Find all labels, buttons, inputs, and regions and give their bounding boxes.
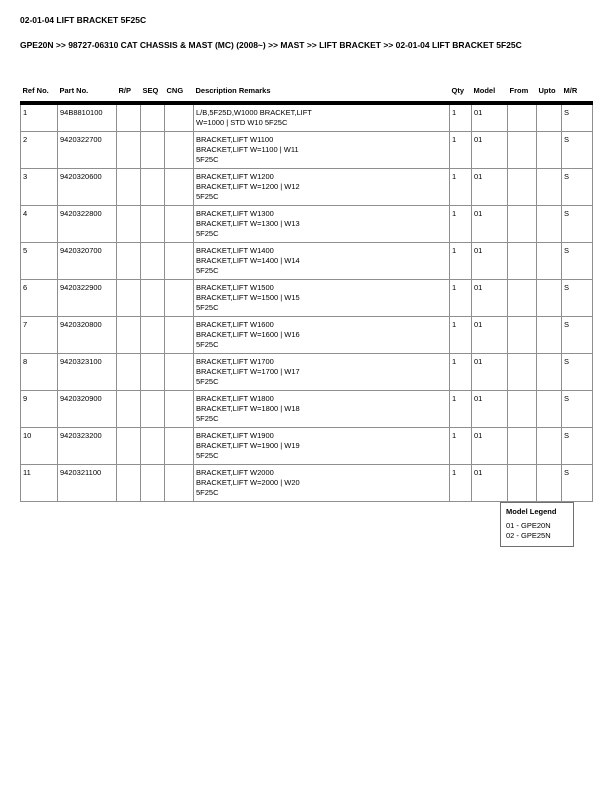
cell-from — [508, 391, 537, 428]
cell-description — [194, 465, 450, 502]
cell-from — [508, 354, 537, 391]
cell-qty: 1 — [450, 132, 472, 169]
header-row — [21, 84, 593, 103]
column-header-model: Model — [472, 84, 508, 103]
description-line: BRACKET,LIFT W2000 — [196, 468, 274, 477]
cell-upto — [537, 317, 562, 354]
description-line: BRACKET,LIFT W1600 — [196, 320, 274, 329]
cell-seq — [141, 391, 165, 428]
column-header-description-remarks: Description Remarks — [194, 84, 450, 103]
cell-model: 01 — [472, 206, 508, 243]
description-line: 5F25C — [196, 340, 219, 349]
cell-part-no: 9420320900 — [58, 391, 117, 428]
cell-upto — [537, 428, 562, 465]
cell-r-p — [117, 428, 141, 465]
cell-model: 01 — [472, 243, 508, 280]
cell-part-no: 9420322800 — [58, 206, 117, 243]
cell-part-no: 9420321100 — [58, 465, 117, 502]
cell-m-r: S — [562, 280, 593, 317]
cell-description — [194, 354, 450, 391]
description-line: BRACKET,LIFT W=1400 | W14 — [196, 256, 300, 265]
cell-qty: 1 — [450, 391, 472, 428]
cell-from — [508, 317, 537, 354]
cell-upto — [537, 280, 562, 317]
cell-r-p — [117, 280, 141, 317]
cell-description — [194, 428, 450, 465]
model-legend — [500, 502, 574, 547]
column-header-from: From — [508, 84, 537, 103]
parts-table-body — [21, 103, 593, 502]
cell-from — [508, 280, 537, 317]
description-line: BRACKET,LIFT W1300 — [196, 209, 274, 218]
cell-part-no: 9420323200 — [58, 428, 117, 465]
column-header-part-no: Part No. — [58, 84, 117, 103]
cell-model: 01 — [472, 317, 508, 354]
cell-seq — [141, 280, 165, 317]
cell-description — [194, 243, 450, 280]
cell-upto — [537, 206, 562, 243]
cell-r-p — [117, 465, 141, 502]
table-row — [21, 354, 593, 391]
cell-model: 01 — [472, 169, 508, 206]
description-line: BRACKET,LIFT W=2000 | W20 — [196, 478, 300, 487]
cell-cng — [165, 169, 194, 206]
cell-from — [508, 103, 537, 132]
description-line: BRACKET,LIFT W1500 — [196, 283, 274, 292]
page-title: 02-01-04 LIFT BRACKET 5F25C — [20, 15, 147, 25]
cell-m-r: S — [562, 428, 593, 465]
cell-qty: 1 — [450, 243, 472, 280]
cell-model: 01 — [472, 391, 508, 428]
description-line: BRACKET,LIFT W=1900 | W19 — [196, 441, 300, 450]
cell-qty: 1 — [450, 206, 472, 243]
cell-r-p — [117, 103, 141, 132]
cell-part-no: 9420320700 — [58, 243, 117, 280]
cell-model: 01 — [472, 428, 508, 465]
cell-upto — [537, 391, 562, 428]
cell-part-no: 94B8810100 — [58, 103, 117, 132]
cell-m-r: S — [562, 206, 593, 243]
cell-model: 01 — [472, 354, 508, 391]
description-line: BRACKET,LIFT W1900 — [196, 431, 274, 440]
cell-seq — [141, 428, 165, 465]
cell-m-r: S — [562, 169, 593, 206]
description-line: BRACKET,LIFT W=1200 | W12 — [196, 182, 300, 191]
cell-ref-no: 8 — [21, 354, 58, 391]
cell-qty: 1 — [450, 103, 472, 132]
cell-cng — [165, 465, 194, 502]
cell-ref-no: 10 — [21, 428, 58, 465]
breadcrumb: GPE20N >> 98727-06310 CAT CHASSIS & MAST (MC) (2008~) >> MAST >> LIFT BRACKET >> 02-01-04 LIFT BRACKET 5F25C — [20, 40, 522, 50]
cell-seq — [141, 354, 165, 391]
cell-upto — [537, 132, 562, 169]
cell-description — [194, 169, 450, 206]
column-header-seq: SEQ — [141, 84, 165, 103]
description-line: BRACKET,LIFT W=1700 | W17 — [196, 367, 300, 376]
cell-ref-no: 6 — [21, 280, 58, 317]
cell-from — [508, 465, 537, 502]
table-row — [21, 391, 593, 428]
description-line: BRACKET,LIFT W=1600 | W16 — [196, 330, 300, 339]
cell-model: 01 — [472, 280, 508, 317]
table-row — [21, 169, 593, 206]
description-line: BRACKET,LIFT W=1800 | W18 — [196, 404, 300, 413]
description-line: 5F25C — [196, 414, 219, 423]
cell-m-r: S — [562, 465, 593, 502]
cell-r-p — [117, 317, 141, 354]
cell-ref-no: 1 — [21, 103, 58, 132]
table-row — [21, 243, 593, 280]
cell-m-r: S — [562, 132, 593, 169]
description-line: L/B,5F25D,W1000 BRACKET,LIFT — [196, 108, 312, 117]
description-line: BRACKET,LIFT W1800 — [196, 394, 274, 403]
description-line: 5F25C — [196, 451, 219, 460]
table-row — [21, 280, 593, 317]
cell-cng — [165, 206, 194, 243]
cell-seq — [141, 243, 165, 280]
cell-from — [508, 428, 537, 465]
column-header-r-p: R/P — [117, 84, 141, 103]
cell-part-no: 9420320800 — [58, 317, 117, 354]
description-line: 5F25C — [196, 155, 219, 164]
cell-ref-no: 11 — [21, 465, 58, 502]
cell-qty: 1 — [450, 317, 472, 354]
description-line: BRACKET,LIFT W1700 — [196, 357, 274, 366]
cell-r-p — [117, 169, 141, 206]
cell-from — [508, 206, 537, 243]
cell-cng — [165, 243, 194, 280]
cell-ref-no: 3 — [21, 169, 58, 206]
description-line: BRACKET,LIFT W=1300 | W13 — [196, 219, 300, 228]
description-line: 5F25C — [196, 488, 219, 497]
cell-m-r: S — [562, 103, 593, 132]
cell-r-p — [117, 354, 141, 391]
cell-m-r: S — [562, 354, 593, 391]
parts-table — [20, 84, 593, 502]
cell-cng — [165, 354, 194, 391]
cell-m-r: S — [562, 391, 593, 428]
description-line: BRACKET,LIFT W1400 — [196, 246, 274, 255]
parts-table-header — [21, 84, 593, 103]
table-row — [21, 465, 593, 502]
table-row — [21, 132, 593, 169]
cell-qty: 1 — [450, 428, 472, 465]
cell-part-no: 9420322700 — [58, 132, 117, 169]
cell-seq — [141, 465, 165, 502]
cell-cng — [165, 317, 194, 354]
cell-qty: 1 — [450, 354, 472, 391]
cell-description — [194, 132, 450, 169]
cell-ref-no: 7 — [21, 317, 58, 354]
cell-seq — [141, 317, 165, 354]
cell-model: 01 — [472, 465, 508, 502]
cell-model: 01 — [472, 132, 508, 169]
cell-cng — [165, 132, 194, 169]
cell-description — [194, 391, 450, 428]
cell-upto — [537, 103, 562, 132]
cell-r-p — [117, 243, 141, 280]
cell-seq — [141, 132, 165, 169]
cell-seq — [141, 206, 165, 243]
column-header-ref-no: Ref No. — [21, 84, 58, 103]
column-header-upto: Upto — [537, 84, 562, 103]
cell-from — [508, 243, 537, 280]
cell-upto — [537, 243, 562, 280]
cell-upto — [537, 169, 562, 206]
description-line: 5F25C — [196, 266, 219, 275]
cell-description — [194, 280, 450, 317]
cell-r-p — [117, 132, 141, 169]
cell-r-p — [117, 206, 141, 243]
cell-seq — [141, 103, 165, 132]
cell-upto — [537, 465, 562, 502]
cell-qty: 1 — [450, 169, 472, 206]
cell-from — [508, 132, 537, 169]
cell-cng — [165, 428, 194, 465]
column-header-qty: Qty — [450, 84, 472, 103]
description-line: 5F25C — [196, 303, 219, 312]
cell-r-p — [117, 391, 141, 428]
cell-m-r: S — [562, 317, 593, 354]
table-row — [21, 103, 593, 132]
cell-cng — [165, 391, 194, 428]
table-row — [21, 428, 593, 465]
cell-description — [194, 103, 450, 132]
description-line: BRACKET,LIFT W1200 — [196, 172, 274, 181]
model-legend-item: 02 - GPE25N — [506, 531, 551, 540]
table-row — [21, 206, 593, 243]
cell-upto — [537, 354, 562, 391]
model-legend-title: Model Legend — [506, 507, 557, 516]
cell-model: 01 — [472, 103, 508, 132]
cell-seq — [141, 169, 165, 206]
description-line: W=1000 | STD W10 5F25C — [196, 118, 288, 127]
cell-cng — [165, 103, 194, 132]
description-line: BRACKET,LIFT W=1100 | W11 — [196, 145, 299, 154]
cell-m-r: S — [562, 243, 593, 280]
table-row — [21, 317, 593, 354]
cell-part-no: 9420323100 — [58, 354, 117, 391]
column-header-cng: CNG — [165, 84, 194, 103]
cell-qty: 1 — [450, 465, 472, 502]
cell-ref-no: 2 — [21, 132, 58, 169]
cell-part-no: 9420320600 — [58, 169, 117, 206]
description-line: 5F25C — [196, 192, 219, 201]
description-line: 5F25C — [196, 377, 219, 386]
cell-ref-no: 5 — [21, 243, 58, 280]
description-line: 5F25C — [196, 229, 219, 238]
cell-description — [194, 206, 450, 243]
cell-description — [194, 317, 450, 354]
cell-from — [508, 169, 537, 206]
model-legend-items — [506, 521, 568, 542]
cell-ref-no: 4 — [21, 206, 58, 243]
cell-part-no: 9420322900 — [58, 280, 117, 317]
cell-qty: 1 — [450, 280, 472, 317]
description-line: BRACKET,LIFT W1100 — [196, 135, 274, 144]
cell-ref-no: 9 — [21, 391, 58, 428]
cell-cng — [165, 280, 194, 317]
description-line: BRACKET,LIFT W=1500 | W15 — [196, 293, 300, 302]
model-legend-item: 01 - GPE20N — [506, 520, 551, 530]
column-header-m-r: M/R — [562, 84, 593, 103]
